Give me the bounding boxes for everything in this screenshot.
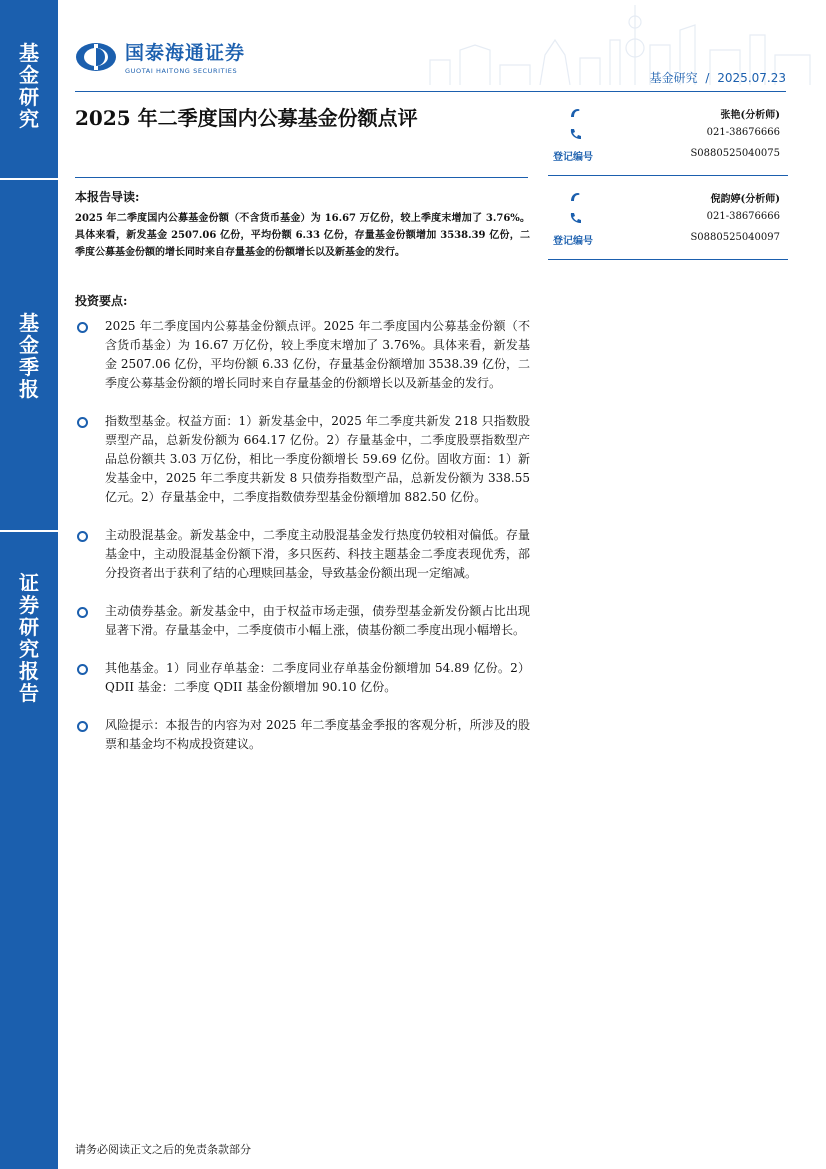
- sidebar-char: 季: [19, 355, 39, 379]
- sidebar: [0, 0, 58, 1169]
- list-item: [75, 659, 530, 697]
- analyst-reg-label: 登记编号: [553, 236, 593, 247]
- bullet-icon: [77, 531, 88, 542]
- bullet-icon: [77, 721, 88, 732]
- header-category: 基金研究: [649, 71, 698, 85]
- sidebar-char: 金: [19, 63, 39, 87]
- header-meta: [650, 69, 786, 86]
- list-item: [75, 526, 530, 583]
- bullet-text: 风险提示：本报告的内容为对 2025 年二季度基金季报的客观分析，所涉及的股票和基金均不构成投资建议。: [105, 718, 530, 751]
- sidebar-char: 报: [19, 659, 39, 683]
- bullet-icon: [77, 607, 88, 618]
- sidebar-char: 研: [19, 615, 39, 639]
- bullet-text: 其他基金。1）同业存单基金：二季度同业存单基金份额增加 54.89 亿份。2）QDII 基金：二季度 QDII 基金份额增加 90.10 亿份。: [105, 661, 530, 694]
- sidebar-char: 基: [19, 41, 39, 65]
- sidebar-divider: [0, 178, 58, 180]
- sidebar-char: 告: [19, 681, 39, 705]
- list-item: [75, 716, 530, 754]
- report-title: 2025 年二季度国内公募基金份额点评: [75, 106, 418, 130]
- logo-company-cn: 国泰海通证券: [125, 42, 246, 64]
- analyst-name: 倪韵婷(分析师): [710, 194, 780, 205]
- sidebar-char: 研: [19, 85, 39, 109]
- bullet-text: 主动债券基金。新发基金中，由于权益市场走强，债券型基金新发份额占比出现显著下滑。存量基金中，二季度债市小幅上涨，债基份额二季度出现小幅增长。: [105, 604, 530, 637]
- sidebar-char: 金: [19, 333, 39, 357]
- sidebar-char: 券: [19, 593, 39, 617]
- analyst-divider: [548, 175, 788, 176]
- analyst-phone: 021-38676666: [706, 211, 780, 222]
- analyst-name: 张艳(分析师): [720, 110, 780, 121]
- sidebar-divider: [0, 530, 58, 532]
- points-heading: 投资要点:: [75, 294, 128, 308]
- email-icon: [568, 106, 582, 120]
- bullet-icon: [77, 417, 88, 428]
- guide-heading: 本报告导读:: [75, 190, 140, 204]
- header-divider: [75, 91, 786, 92]
- sidebar-section-fund-quarterly: [0, 312, 58, 400]
- bullet-text: 主动股混基金。新发基金中，二季度主动股混基金发行热度仍较相对偏低。存量基金中，主动股混基金份额下滑，多只医药、科技主题基金二季度表现优秀，部分投资者出于获利了结的心理赎回基金，导致基金份额出现一定缩减。: [105, 528, 530, 580]
- sidebar-char: 究: [19, 107, 39, 131]
- list-item: [75, 317, 530, 393]
- analyst-reg-no: S0880525040075: [690, 148, 780, 159]
- sidebar-char: 证: [19, 571, 39, 595]
- analyst-card: [548, 188, 780, 251]
- phone-icon: [568, 127, 582, 141]
- logo-company-en: GUOTAI HAITONG SECURITIES: [125, 67, 238, 75]
- analyst-card: [548, 104, 780, 167]
- sidebar-char: 究: [19, 637, 39, 661]
- footer-disclaimer: 请务必阅读正文之后的免责条款部分: [75, 1143, 251, 1156]
- analyst-phone: 021-38676666: [706, 127, 780, 138]
- bullet-icon: [77, 664, 88, 675]
- list-item: [75, 412, 530, 507]
- sidebar-char: 报: [19, 377, 39, 401]
- bullet-text: 2025 年二季度国内公募基金份额点评。2025 年二季度国内公募基金份额（不含货币基金）为 16.67 万亿份，较上季度末增加了 3.76%。具体来看，新发基金 2507.06 亿份，平均份额 6.33 亿份，存量基金份额增加 3538.39 亿份，二季度公募基金份额的增长同时来自存量基金的份额增长以及新基金的发行。: [105, 319, 530, 390]
- title-divider: [75, 177, 528, 178]
- sidebar-section-fund-research: [0, 42, 58, 130]
- sidebar-char: 基: [19, 311, 39, 335]
- email-icon: [568, 190, 582, 204]
- header-separator: /: [705, 71, 710, 85]
- list-item: [75, 602, 530, 640]
- analyst-reg-no: S0880525040097: [690, 232, 780, 243]
- bullet-text: 指数型基金。权益方面：1）新发基金中，2025 年二季度共新发 218 只指数股票型产品，总新发份额为 664.17 亿份。2）存量基金中，二季度股票指数型产品总份额共 3.03 万亿份，相比一季度份额增长 59.69 亿份。固收方面：1）新发基金中，2025 年二季度共新发 8 只债券指数型产品，总新发份额为 338.55 亿元。2）存量基金中，二季度指数债券型基金份额增加 882.50 亿份。: [105, 414, 530, 504]
- logo-mark-icon: [75, 42, 117, 72]
- header-date: 2025.07.23: [717, 71, 786, 85]
- guide-body: 2025 年二季度国内公募基金份额（不含货币基金）为 16.67 万亿份，较上季度末增加了 3.76%。具体来看，新发基金 2507.06 亿份，平均份额 6.33 亿份，存量基金份额增加 3538.39 亿份，二季度公募基金份额的增长同时来自存量基金的份额增长以及新基金的发行。: [75, 213, 530, 258]
- analyst-divider: [548, 259, 788, 260]
- bullet-icon: [77, 322, 88, 333]
- company-logo: [75, 38, 245, 75]
- sidebar-section-securities-report: [0, 572, 58, 704]
- phone-icon: [568, 211, 582, 225]
- analyst-reg-label: 登记编号: [553, 152, 593, 163]
- investment-points-list: [75, 317, 530, 773]
